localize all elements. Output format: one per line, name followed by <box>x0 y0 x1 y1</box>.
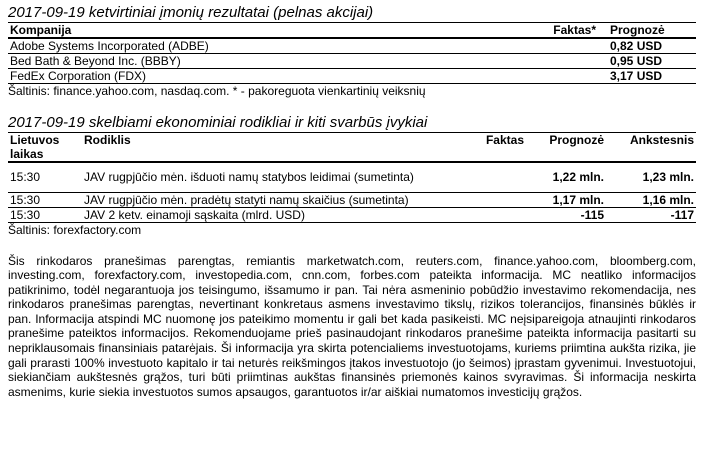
indicators-source: Šaltinis: forexfactory.com <box>8 222 142 237</box>
event-indicator: JAV rugpjūčio mėn. išduoti namų statybos leidimai (sumetinta) <box>82 162 458 192</box>
company-name: FedEx Corporation (FDX) <box>8 69 488 84</box>
forecast-value: 0,82 USD <box>598 38 696 54</box>
event-time: 15:30 <box>8 192 82 207</box>
earnings-header-row <box>8 23 696 39</box>
event-previous: -117 <box>606 207 696 222</box>
table-row <box>8 207 696 222</box>
table-row <box>8 54 696 69</box>
table-row <box>8 69 696 84</box>
company-name: Bed Bath & Beyond Inc. (BBBY) <box>8 54 488 69</box>
event-time: 15:30 <box>8 162 82 192</box>
earnings-title: 2017-09-19 ketvirtiniai įmonių rezultatai (pelnas akcijai) <box>8 4 374 21</box>
document-page <box>8 4 696 399</box>
header-actual: Faktas <box>485 133 524 147</box>
event-actual <box>458 207 526 222</box>
event-previous: 1,23 mln. <box>606 162 696 192</box>
earnings-table <box>8 22 696 84</box>
event-forecast: 1,17 mln. <box>526 192 606 207</box>
event-time: 15:30 <box>8 207 82 222</box>
forecast-value: 0,95 USD <box>598 54 696 69</box>
indicators-header-row <box>8 133 696 163</box>
header-forecast: Prognozė <box>610 23 665 37</box>
header-indicator: Rodiklis <box>84 133 131 147</box>
header-company: Kompanija <box>10 23 72 37</box>
event-forecast: -115 <box>526 207 606 222</box>
header-actual: Faktas* <box>553 23 596 37</box>
indicators-title: 2017-09-19 skelbiami ekonominiai rodikliai ir kiti svarbūs įvykiai <box>8 114 428 131</box>
table-row <box>8 162 696 192</box>
header-time: Lietuvos laikas <box>10 133 60 161</box>
forecast-value: 3,17 USD <box>598 69 696 84</box>
event-previous: 1,16 mln. <box>606 192 696 207</box>
actual-value <box>488 38 598 54</box>
event-forecast: 1,22 mln. <box>526 162 606 192</box>
disclaimer-text: Šis rinkodaros pranešimas parengtas, remiantis marketwatch.com, reuters.com, finance.yahoo.com, bloomberg.com, investing.com, forexfactory.com, investopedia.com, cnn.com, forbes.com pateikta informacija. MC neatliko informacijos patikrinimo, todėl negarantuoja jos teisingumo, išsamumo ir pan. Tai nėra asmeninio pobūdžio investavimo rekomendacija, nes rinkodaros pranešimas parengtas, nevertinant konkretaus asmens investavimo tikslų, rizikos tolerancijos, finansinės būklės ir pan. Informacija atspindi MC nuomonę jos pateikimo momentu ir gali bet kada pasikeisti. MC neįsipareigoja atnaujinti rinkodaros pranešime pateiktos informacijos. Rekomenduojame prieš pasinaudojant rinkodaros pranešime pateikta informacija pasitarti su nepriklausomais finansiniais patarėjais. Ši informacija yra skirta potencialiems investuotojams, kuriems priimtina aukšta rizika, jie gali prarasti 100% investuoto kapitalo ir tai neturės reikšmingos įtakos investuotojo (jo šeimos) įprastam gyvenimui. Investuotojui, siekiančiam aukštesnės grąžos, turi būti priimtinas aukštas finansinės priemonės kainos svyravimas. Ši informacija neskirta asmenims, kurie siekia investuotos sumos apsaugos, garantuotos ir/ar aiškiai numatomos investicijų grąžos. <box>8 253 696 399</box>
header-forecast: Prognozė <box>549 133 604 147</box>
table-row <box>8 38 696 54</box>
header-previous: Ankstesnis <box>629 133 694 147</box>
event-actual <box>458 192 526 207</box>
event-indicator: JAV rugpjūčio mėn. pradėtų statyti namų skaičius (sumetinta) <box>82 192 458 207</box>
event-indicator: JAV 2 ketv. einamoji sąskaita (mlrd. USD) <box>82 207 458 222</box>
event-actual <box>458 162 526 192</box>
table-row <box>8 192 696 207</box>
indicators-table <box>8 132 696 223</box>
actual-value <box>488 69 598 84</box>
earnings-source: Šaltinis: finance.yahoo.com, nasdaq.com. * - pakoreguota vienkartinių veiksnių <box>8 84 426 98</box>
actual-value <box>488 54 598 69</box>
company-name: Adobe Systems Incorporated (ADBE) <box>8 38 488 54</box>
